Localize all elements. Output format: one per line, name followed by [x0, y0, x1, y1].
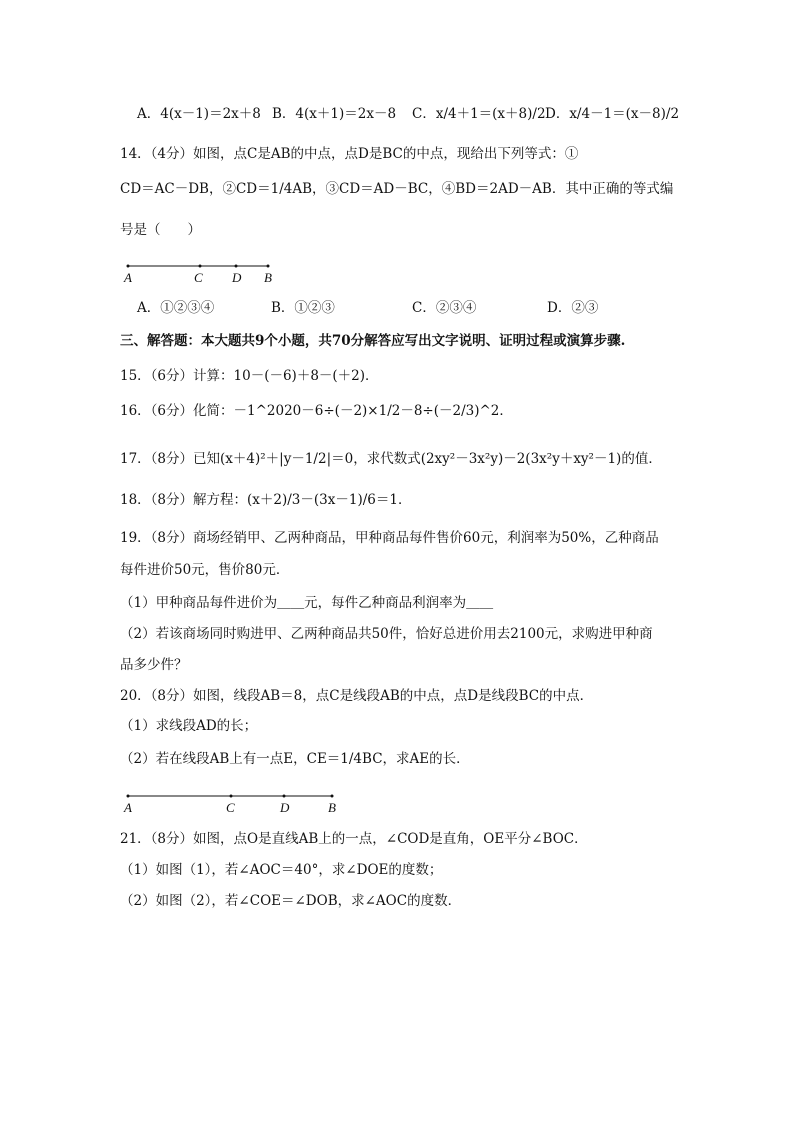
q20-point-b: B: [328, 800, 336, 815]
q14-option-c: C．②③④: [412, 300, 477, 316]
q20-sub2: （2）若在线段AB上有一点E，CE＝1/4BC，求AE的长．: [120, 751, 470, 767]
q14-point-b: B: [264, 270, 272, 285]
q20-segment-figure: [118, 788, 348, 816]
q17-text: 17．（8分）已知(x＋4)²＋|y－1/2|＝0，求代数式(2xy²－3x²y)－2(3x²y＋xy²－1)的值．: [120, 451, 662, 467]
q18-text: 18．（8分）解方程：(x＋2)/3－(3x－1)/6＝1．: [120, 492, 412, 508]
q14-point-c: C: [194, 270, 203, 285]
q13-option-a: A．4(x－1)＝2x＋8: [137, 106, 261, 122]
q20-point-a: A: [124, 800, 132, 815]
q20-point-d: D: [280, 800, 290, 815]
q19-sub2a: （2）若该商场同时购进甲、乙两种商品共50件，恰好总进价用去2100元，求购进甲种商: [120, 626, 653, 642]
q20-point-c: C: [226, 800, 235, 815]
q14-line3: 号是（ ）: [120, 222, 201, 238]
section3-heading: 三、解答题：本大题共9个小题，共70分解答应写出文字说明、证明过程或演算步骤.: [120, 333, 626, 349]
q14-point-a: A: [124, 270, 132, 285]
q14-segment-figure: [118, 258, 288, 286]
q19-sub1: （1）甲种商品每件进价为＿＿元，每件乙种商品利润率为＿＿: [120, 595, 494, 611]
q14-option-d: D．②③: [547, 300, 599, 316]
q13-option-c: C．x/4＋1＝(x＋8)/2: [412, 106, 546, 122]
q20-line1: 20．（8分）如图，线段AB＝8，点C是线段AB的中点，点D是线段BC的中点．: [120, 688, 594, 704]
q21-sub1: （1）如图（1），若∠AOC＝40°，求∠DOE的度数；: [120, 862, 443, 878]
q14-line2: CD＝AC－DB，②CD＝1/4AB，③CD＝AD－BC，④BD＝2AD－AB．其中正确的等式编: [120, 181, 674, 197]
q14-option-b: B．①②③: [271, 300, 335, 316]
q16-text: 16．（6分）化简：－1^2020－6÷(－2)×1/2－8÷(－2/3)^2．: [120, 403, 513, 419]
q15-text: 15．（6分）计算：10－(－6)＋8－(＋2)．: [120, 368, 379, 384]
q20-sub1: （1）求线段AD的长；: [120, 718, 258, 734]
q14-option-a: A．①②③④: [137, 300, 215, 316]
q13-option-d: D．x/4－1＝(x－8)/2: [545, 106, 680, 122]
q19-line1: 19．（8分）商场经销甲、乙两种商品，甲种商品每件售价60元，利润率为50%，乙种商品: [120, 530, 659, 546]
q13-option-b: B．4(x＋1)＝2x－8: [272, 106, 397, 122]
q19-sub2b: 品多少件？: [120, 657, 188, 673]
q14-line1: 14．（4分）如图，点C是AB的中点，点D是BC的中点，现给出下列等式：①: [120, 146, 579, 162]
q21-line1: 21．（8分）如图，点O是直线AB上的一点，∠COD是直角，OE平分∠BOC．: [120, 831, 588, 847]
q19-line2: 每件进价50元，售价80元．: [120, 562, 290, 578]
q14-point-d: D: [232, 270, 242, 285]
q21-sub2: （2）如图（2），若∠COE＝∠DOB，求∠AOC的度数．: [120, 893, 462, 909]
